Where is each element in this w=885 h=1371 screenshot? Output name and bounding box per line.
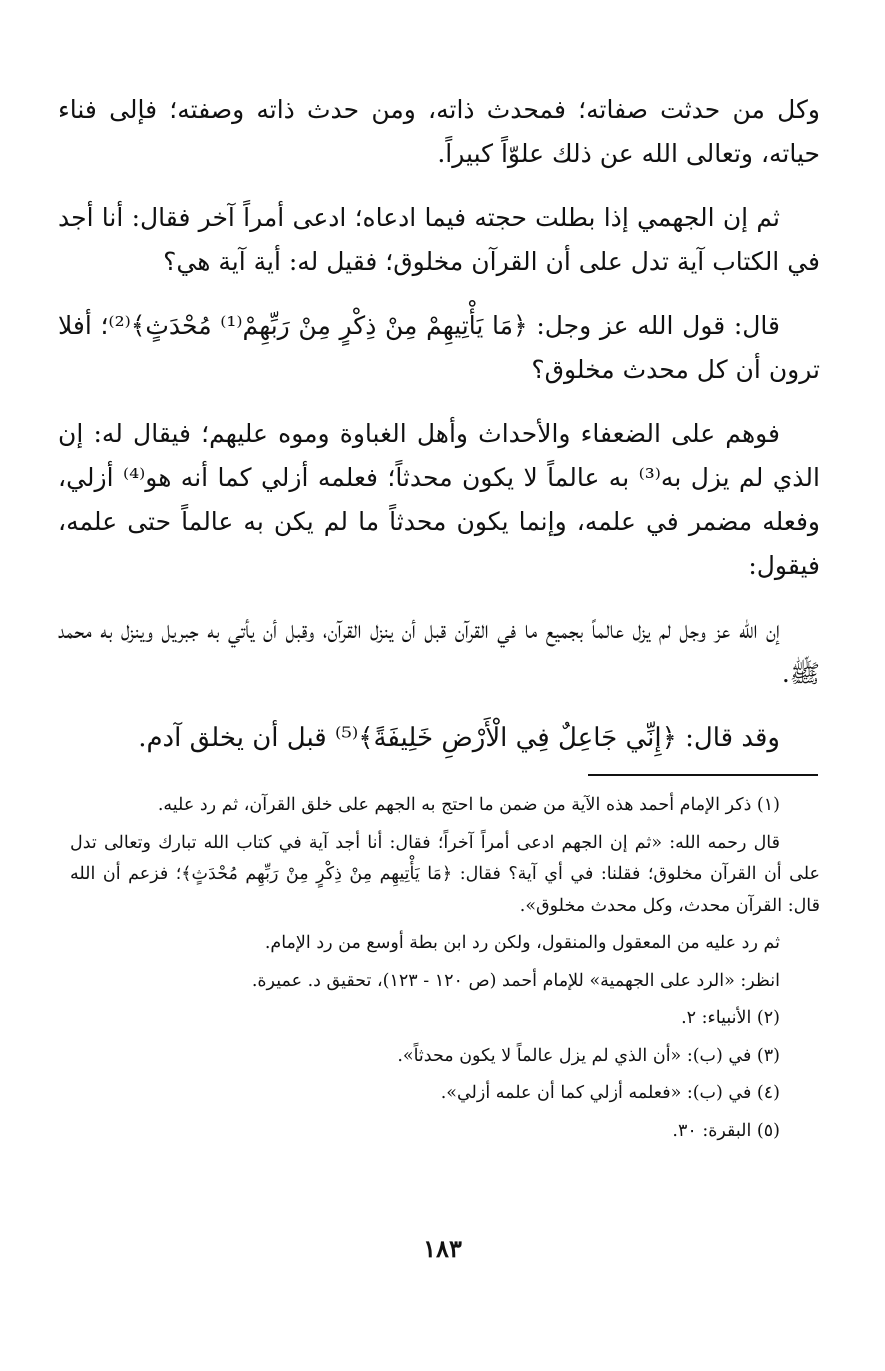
- footnote-1-comment: ثم رد عليه من المعقول والمنقول، ولكن رد ابن بطة أوسع من رد الإمام.: [264, 933, 780, 953]
- footnote-separator: [588, 774, 818, 776]
- paragraph-4: فوهم على الضعفاء والأحداث وأهل الغباوة وموه عليهم؛ فيقال له: إن الذي لم يزل به⁽³⁾ به عالماً لا يكون محدثاً؛ فعلمه أزلي كما أنه هو⁽⁴⁾ أزلي، وفعله مضمر في علمه، وإنما يكون محدثاً ما لم يكن به عالماً حتى علمه، فيقول:: [58, 419, 820, 580]
- page-number: ١٨٣: [423, 1234, 462, 1263]
- paragraph-6: وقد قال: ﴿إِنِّي جَاعِلٌ فِي الْأَرْضِ خَلِيفَةً﴾⁽⁵⁾ قبل أن يخلق آدم.: [138, 723, 780, 753]
- paragraph-3: قال: قول الله عز وجل: ﴿مَا يَأْتِيهِمْ مِنْ ذِكْرٍ مِنْ رَبِّهِمْ⁽¹⁾ مُحْدَثٍ﴾⁽²⁾؛ أفلا ترون أن كل محدث مخلوق؟: [58, 311, 820, 384]
- footnote-5: (٥) البقرة: ٣٠.: [672, 1120, 780, 1141]
- paragraph-5: إن الله عز وجل لم يزل عالماً بجميع ما في القرآن قبل أن ينزل القرآن، وقبل أن يأتي به جبريل وينزل به محمد ﷺ.: [58, 615, 820, 688]
- paragraph-2: ثم إن الجهمي إذا بطلت حجته فيما ادعاه؛ ادعى أمراً آخر فقال: أنا أجد في الكتاب آية تدل على أن القرآن مخلوق؛ فقيل له: أية آية هي؟: [58, 203, 820, 276]
- footnote-1-quote: قال رحمه الله: «ثم إن الجهم ادعى أمراً آخراً؛ فقال: أنا أجد آية في كتاب الله تبارك وتعالى تدل على أن القرآن مخلوق؛ فقلنا: في أي آية؟ فقال: ﴿مَا يَأْتِيهِم مِنْ ذِكْرٍ مِنْ رَبِّهِم مُحْدَثٍ﴾؛ فزعم أن الله قال: القرآن محدث، وكل محدث مخلوق».: [70, 832, 820, 916]
- main-text: [58, 88, 820, 780]
- footnote-3: (٣) في (ب): «أن الذي لم يزل عالماً لا يكون محدثاً».: [397, 1045, 780, 1066]
- footnote-4: (٤) في (ب): «فعلمه أزلي كما أن علمه أزلي».: [440, 1083, 780, 1103]
- footnote-1-reference: انظر: «الرد على الجهمية» للإمام أحمد (ص ١٢٠ - ١٢٣)، تحقيق د. عميرة.: [251, 970, 780, 991]
- footnotes: [70, 790, 820, 1153]
- footnote-1: (١) ذكر الإمام أحمد هذه الآية من ضمن ما احتج به الجهم على خلق القرآن، ثم رد عليه.: [157, 795, 780, 815]
- footnote-2: (٢) الأنبياء: ٢.: [681, 1008, 780, 1028]
- paragraph-1: وكل من حدثت صفاته؛ فمحدث ذاته، ومن حدث ذاته وصفته؛ فإلى فناء حياته، وتعالى الله عن ذلك علوّاً كبيراً.: [58, 95, 820, 168]
